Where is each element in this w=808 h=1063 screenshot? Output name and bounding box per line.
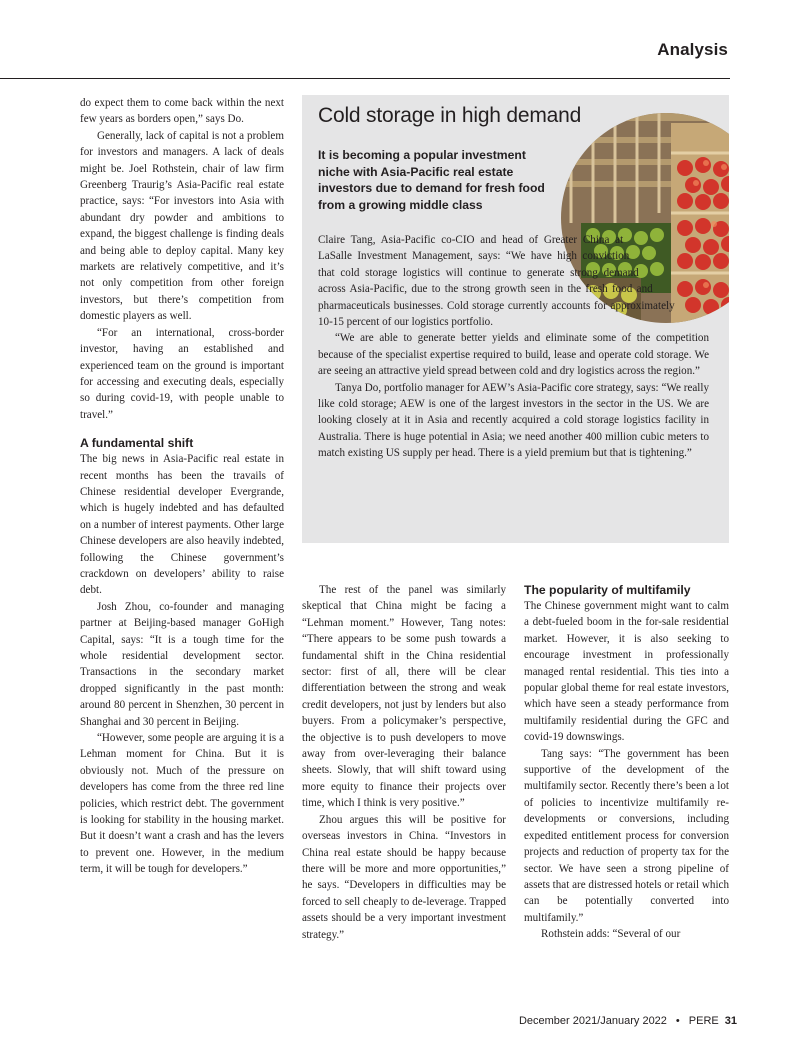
paragraph: “We are able to generate better yields and eliminate some of the competition because of the specialist expertise required to build, lease and operate cold storage. We are seeing an attractive yield spread between cold and dry logistics across the region.” (318, 332, 709, 378)
paragraph: “However, some people are arguing it is a Lehman moment for China. But it is obviously not. Much of the pressure on developers has come from the three red line policies, which restrict debt. The government is looking for stability in the housing market. But it doesn’t want a crash and has the levers to prevent one. However, in the medium term, it will be tough for developers.” (80, 732, 284, 876)
paragraph: Generally, lack of capital is not a problem for investors and managers. A lack of deals might be. Joel Rothstein, chair of law firm Greenberg Traurig’s Asia-Pacific real estate practice, says: “For investors into Asia with abundant dry powder and ambitions to expand, the biggest challenge is finding deals and being able to deploy capital. Many key markets are relatively competitive, and it’s not only competition from other foreign investors, but there’s competition from domestic players as well. (80, 129, 284, 323)
sidebar-box (302, 95, 729, 543)
footer-bullet: • (675, 1015, 680, 1027)
article-column-3 (524, 582, 729, 943)
subheading: The popularity of multifamily (524, 583, 691, 597)
paragraph: do expect them to come back within the next few years as borders open,” says Do. (80, 97, 284, 126)
paragraph: Tang says: “The government has been supportive of the development of the multifamily sector. Recently there’s been a lot of policies to incentivize multifamily re-developments or conversions, including expedited entitlement process for conversion projects and reduction of property tax for the sector. We have seen a strong pipeline of assets that are distressed hotels or retail which can be potentially converted into multifamily.” (524, 747, 729, 924)
section-label: Analysis (657, 40, 728, 59)
paragraph: The big news in Asia-Pacific real estate in recent months has been the travails of Chinese residential developer Evergrande, which is hugely indebted and has defaulted on a number of interest payments. Other large Chinese developers are also heavily indebted, following the Chinese government’s crackdown on developers’ ability to raise debt. (80, 453, 284, 597)
paragraph: Tanya Do, portfolio manager for AEW’s Asia-Pacific core strategy, says: “We really like cold storage; AEW is one of the largest investors in the sector in the US. We are looking closely at it in Asia and recently acquired a cold storage logistics facility in Australia. There is huge potential in Asia; we need another 400 million cubic meters to match existing US supply per head. There is a yield premium but that is tightening.” (318, 381, 709, 460)
article-column-1 (80, 95, 284, 878)
article-column-2 (302, 582, 506, 943)
paragraph: Claire Tang, Asia-Pacific co-CIO and head of Greater China at LaSalle Investment Management, says: “We have high conviction that cold storage logistics will continue to generate strong demand across Asia-Pacific, due to the strong growth seen in the fresh food and pharmaceuticals businesses. Cold storage currently accounts for approximately 10-15 percent of our logistics portfolio. (318, 234, 675, 329)
paragraph: Rothstein adds: “Several of our (541, 928, 681, 941)
subheading: A fundamental shift (80, 436, 194, 451)
paragraph: The rest of the panel was similarly skeptical that China might be facing a “Lehman moment.” However, Tang notes: “There appears to be some push towards a fundamental shift in the China residential sector: first of all, there will be clear differentiation between the strong and weak credit developers, not just by lenders but also buyers. From a policymaker’s perspective, the objective is to push developers to move away from over-leveraging their balance sheets. Slowly, that will shift toward using more equity to finance their projects over time, which I think is very positive.” (302, 584, 506, 810)
paragraph: Josh Zhou, co-founder and managing partner at Beijing-based manager GoHigh Capital, says: “It is a tough time for the whole residential development sector. Transactions in the secondary market dropped significantly in the past month: around 80 percent in Shenzhen, 30 percent in Shanghai and 30 percent in Beijing. (80, 600, 284, 728)
paragraph: “For an international, cross-border investor, having an established and experienced team on the ground is important for accessing and executing deals, especially so during covid-19, with people unable to travel.” (80, 326, 284, 421)
page-number: 31 (724, 1015, 737, 1027)
sidebar-body (318, 232, 709, 462)
paragraph: The Chinese government might want to calm a debt-fueled boom in the for-sale residential market. However, it is also seeking to encourage investment in professionally managed rental residential. This ties into a popular global theme for real estate investors, which have seen a steady performance from multifamily residential during the GFC and covid-19 downswings. (524, 600, 729, 744)
sidebar-standfirst: It is becoming a popular investment niche with Asia-Pacific real estate investors due to demand for fresh food from a growing middle class (318, 148, 545, 212)
publication-name: PERE (688, 1015, 719, 1027)
header-rule (0, 78, 730, 79)
issue-date: December 2021/January 2022 (518, 1015, 667, 1027)
paragraph: Zhou argues this will be positive for overseas investors in China. “Investors in China real estate should be happy because there will be more and more opportunities,” he says. “Developers in difficulties may be forced to sell cheaply to de-leverage. Trapped assets should be a very important investment strategy.” (302, 813, 506, 941)
sidebar-title: Cold storage in high demand (318, 104, 582, 127)
page-footer (519, 1015, 737, 1027)
